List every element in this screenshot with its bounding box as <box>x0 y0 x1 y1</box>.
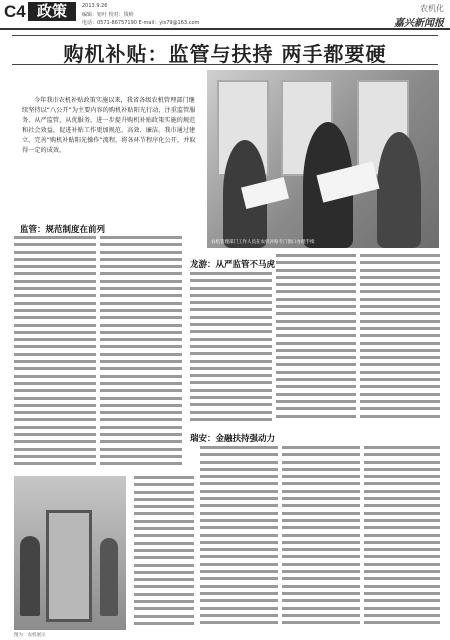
page-header <box>0 0 450 30</box>
body-text-column <box>134 476 194 634</box>
section-heading-ruian: 瑞安：金融扶持强动力 <box>190 434 276 444</box>
news-photo-exhibit <box>14 476 126 630</box>
body-text-column <box>364 446 440 634</box>
body-text-column <box>282 446 360 634</box>
body-text-column <box>14 236 96 472</box>
paper-name: 嘉兴新闻报 <box>394 18 444 29</box>
column-label: 农机化 <box>420 4 444 13</box>
page-number: C4 <box>4 2 26 21</box>
body-text-column <box>100 236 182 472</box>
section-heading-longyou: 龙游：从严监管不马虎 <box>190 260 276 270</box>
section-title: 政策 <box>28 2 76 21</box>
editor-info: 编辑：钮叶 校对：钱岭 <box>82 12 134 18</box>
headline: 购机补贴：监管与扶持 两手都要硬 <box>63 42 387 66</box>
divider-line <box>12 35 438 36</box>
photo-caption: 农机管理部门工作人员在农机补贴专门窗口办理手续 <box>211 240 315 245</box>
contact-info: 电话：0571-86757190 E-mail：yls79@163.com <box>82 20 200 26</box>
divider-line <box>12 64 438 65</box>
photo-credit: 图为：农机展示 <box>14 633 46 638</box>
body-text-column <box>200 446 278 634</box>
news-photo-office <box>207 70 439 248</box>
lead-paragraph: 今年我市农机补贴政策实施以来，我省各级农机管理部门继续坚持以“八公开”为主要内容的购机补贴阳光行动，注重监管服务，从严监管，从优服务，进一步提升购机补贴政策实施的规范和社会效益，促进补贴工作更加规范、高效、廉洁。我市通过建立、完善“购机补贴阳光操作”流程，将各环节程序化公开，并取得一定的成效。 <box>22 97 196 154</box>
body-text-column <box>360 254 440 426</box>
body-text-column <box>276 254 356 426</box>
section-heading-supervision: 监管：规范制度在前列 <box>20 225 106 235</box>
body-text-column <box>190 272 272 426</box>
issue-date: 2013.9.26 <box>82 3 108 9</box>
